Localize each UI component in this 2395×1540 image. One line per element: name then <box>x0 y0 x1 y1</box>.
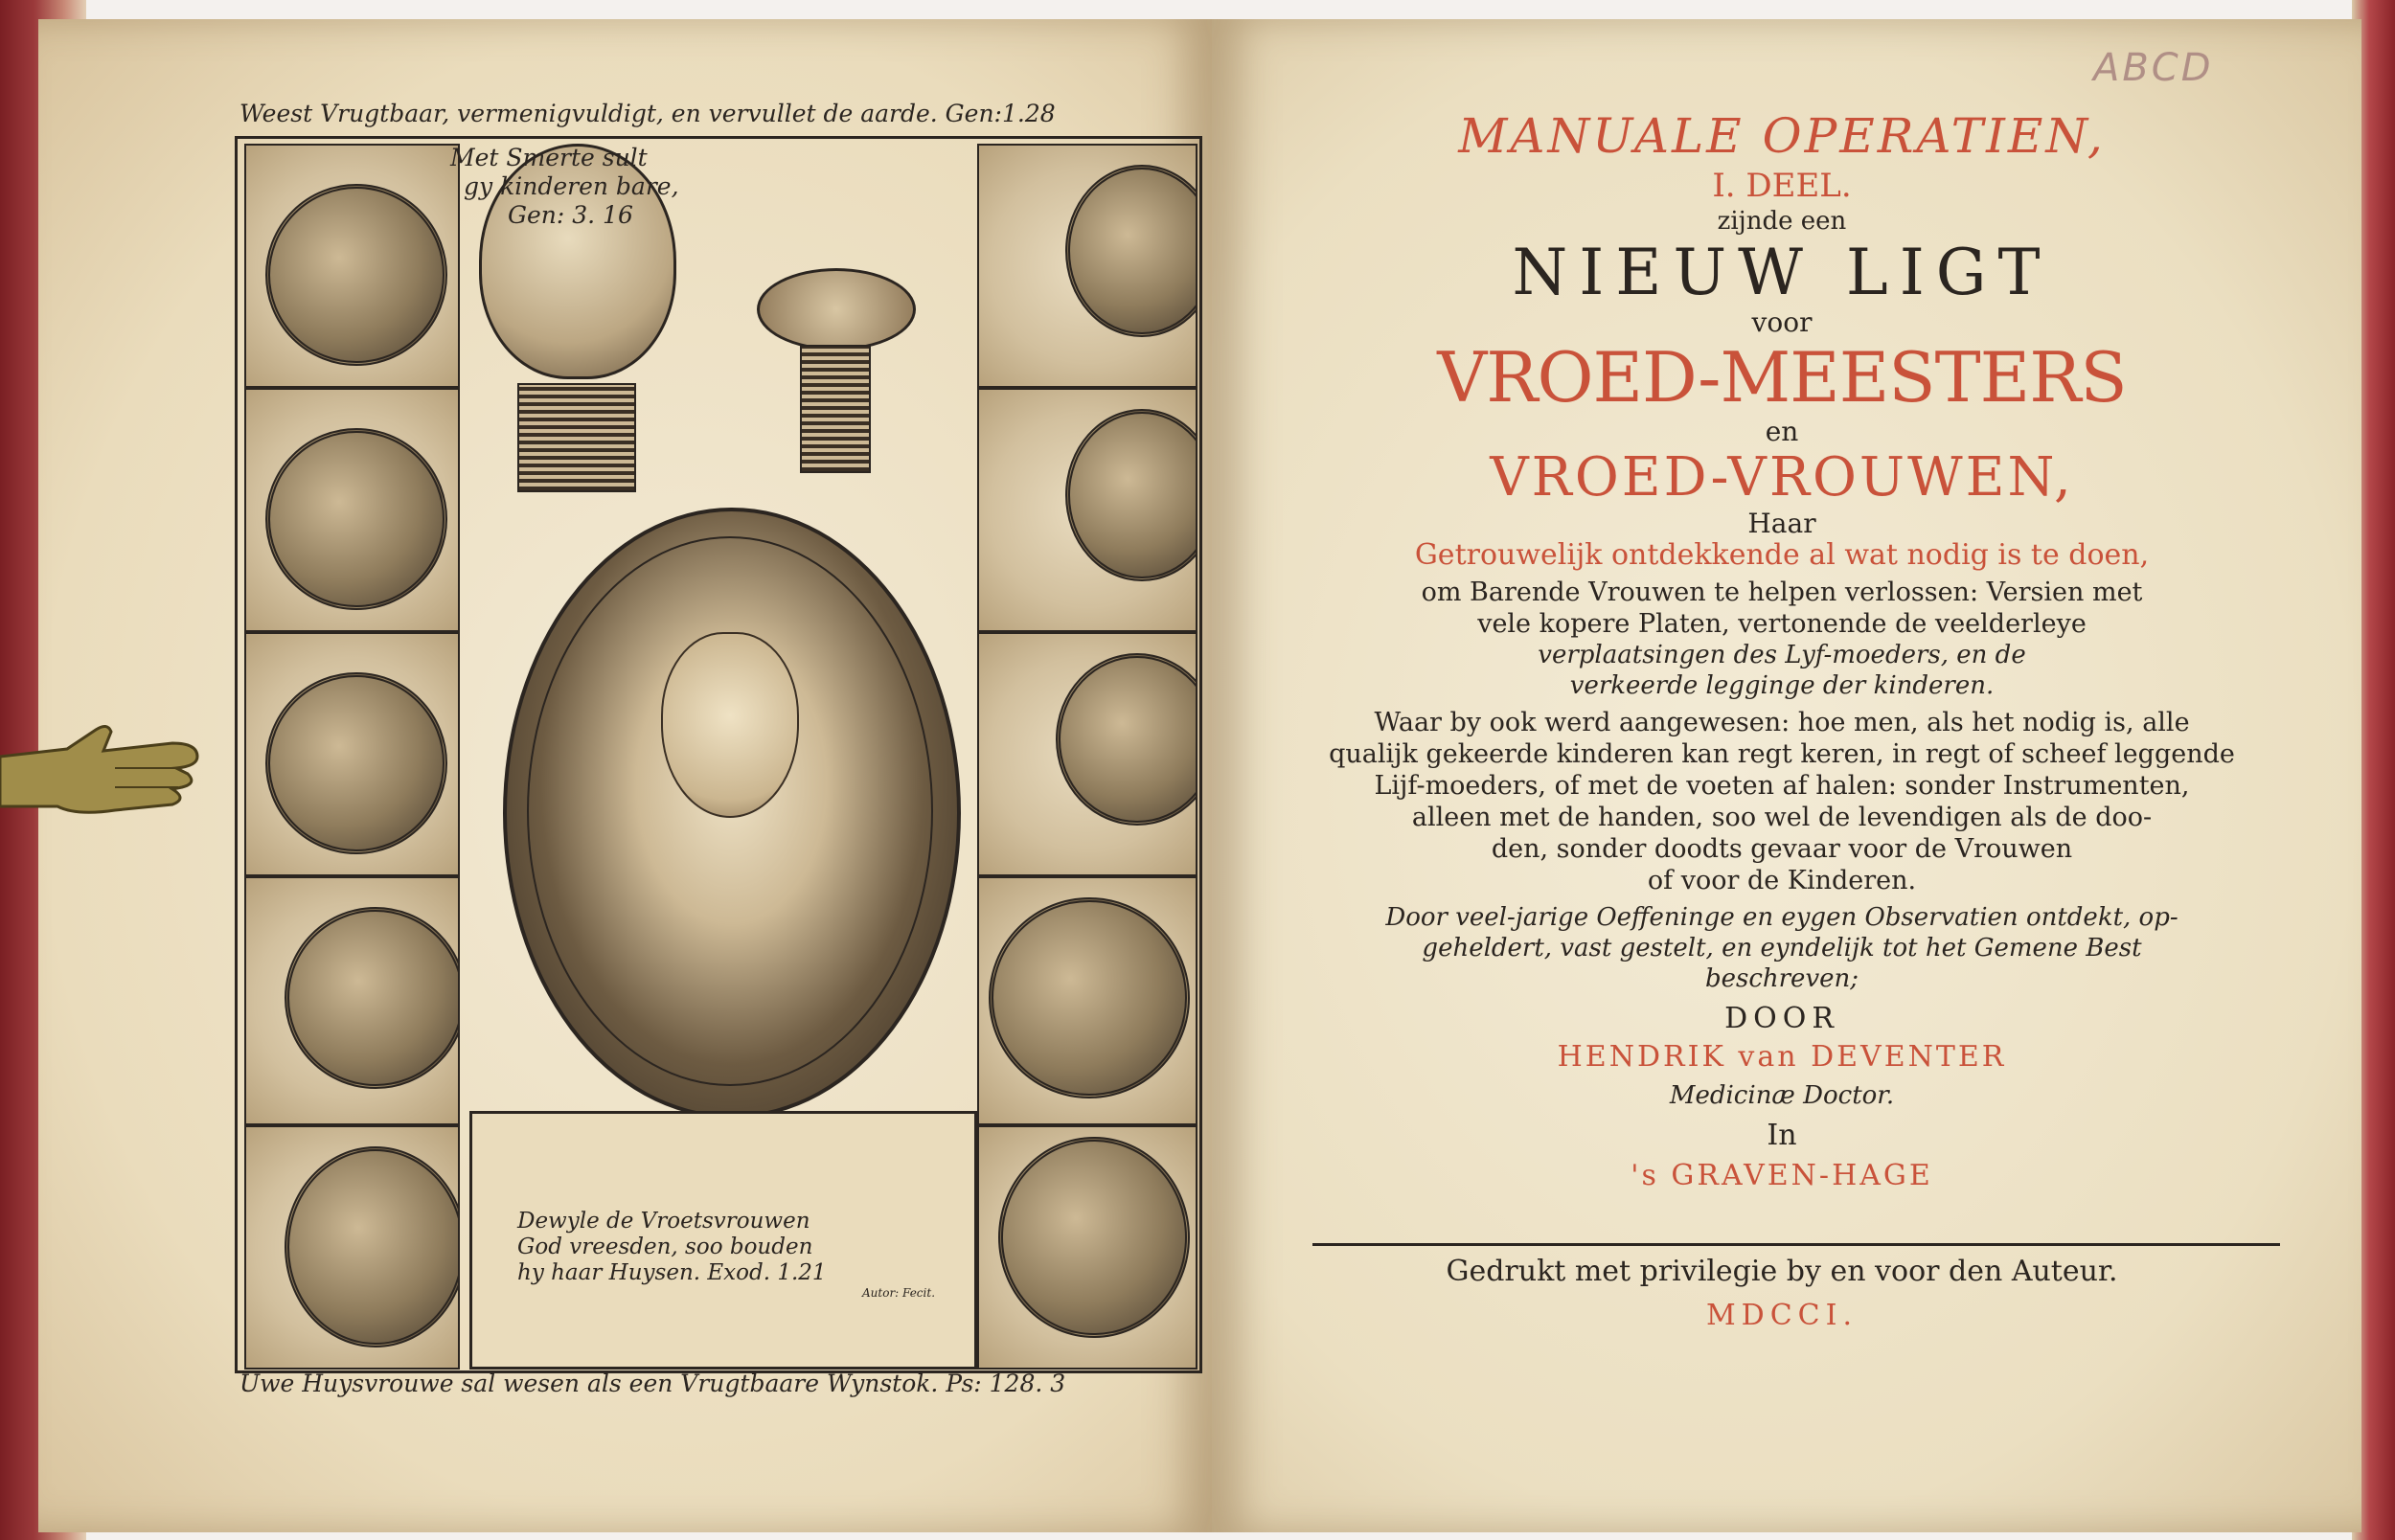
engraving-panel-right-2 <box>977 388 1198 632</box>
title-connective-en: en <box>1765 416 1799 447</box>
imprint-rule <box>1312 1243 2280 1246</box>
engraver-signature: Autor: Fecit. <box>862 1286 936 1300</box>
engraving-panel-left-4 <box>244 876 460 1125</box>
volume-label: I. DEEL. <box>1712 167 1852 205</box>
pencil-annotation: ABCD <box>2093 46 2214 90</box>
frontispiece-motto: Met Smerte sult gy kinderen bare, Gen: 3. 16 <box>450 144 679 229</box>
portrait-face <box>661 632 799 818</box>
description-paragraph-2: Waar by ook werd aangewesen: hoe men, als het nodig is, alle qualijk gekeerde kinderen kan regt keren, in regt of scheef leggende Lijf-moeders, of met de voeten af halen: sonder Instrumenten, alleen met de handen, soo wel de levendigen als de doo- den, sonder doodts gevaar voor de Vrouwen of voor de Kinderen. <box>1329 708 2235 895</box>
fetus-in-womb-illustration <box>285 907 460 1089</box>
fetus-in-womb-illustration <box>1065 409 1198 581</box>
title-connective-voor: voor <box>1751 306 1813 338</box>
title-connective: zijnde een <box>1717 207 1847 236</box>
engraving-panel-right-4 <box>977 876 1198 1125</box>
brass-hand-clasp <box>0 711 201 835</box>
fetus-in-womb-illustration <box>265 184 447 366</box>
publication-year: MDCCI. <box>1705 1299 1859 1332</box>
fetus-in-womb-illustration <box>1065 165 1198 337</box>
title-connective-haar: Haar <box>1747 508 1816 539</box>
fetus-in-womb-illustration <box>989 897 1190 1098</box>
subtitle-nieuw-ligt: NIEUW LIGT <box>1512 236 2052 309</box>
plinth-inscription: Dewyle de Vroetsvrouwen God vreesden, soo bouden hy haar Huysen. Exod. 1.21 <box>517 1209 827 1285</box>
subtitle-vroed-meesters: VROED-MEESTERS <box>1437 337 2127 418</box>
place-connective: In <box>1767 1119 1797 1152</box>
main-title: MANUALE OPERATIEN, <box>1458 108 2106 164</box>
engraving-panel-right-1 <box>977 144 1198 388</box>
engraving-panel-left-1 <box>244 144 460 388</box>
description-paragraph-3: Door veel-jarige Oeffeninge en eygen Observatien ontdekt, op- geheldert, vast gestelt, en eyndelijk tot het Gemene Best beschreven; <box>1385 903 2178 993</box>
fetus-in-womb-illustration <box>265 672 447 854</box>
fetus-in-womb-illustration <box>285 1146 460 1348</box>
engraving-panel-left-5 <box>244 1125 460 1370</box>
anatomical-fetus-drawing <box>757 268 916 351</box>
subtitle-vroed-vrouwen: VROED-VROUWEN, <box>1490 446 2074 509</box>
subtitle-getrouwelijk: Getrouwelijk ontdekkende al wat nodig is te doen, <box>1414 538 2150 572</box>
imprint-line: Gedrukt met privilegie by en voor den Auteur. <box>1446 1255 2118 1288</box>
anatomical-cervix-drawing-2 <box>800 345 871 473</box>
title-block <box>1245 96 2318 1195</box>
engraving-panel-right-5 <box>977 1125 1198 1370</box>
author-degree: Medicinæ Doctor. <box>1669 1081 1895 1110</box>
engraving-panel-right-3 <box>977 632 1198 876</box>
description-paragraph-1: om Barende Vrouwen te helpen verlossen: Versien met vele kopere Platen, vertonende de veelderleye verplaatsingen des Lyf-moeders, en de verkeerde legginge der kinderen. <box>1421 578 2143 700</box>
place-of-publication: 's GRAVEN-HAGE <box>1631 1159 1933 1192</box>
fetus-in-womb-illustration <box>998 1137 1190 1338</box>
author-name: HENDRIK van DEVENTER <box>1557 1040 2007 1074</box>
frontispiece-top-caption: Weest Vrugtbaar, vermenigvuldigt, en vervullet de aarde. Gen:1.28 <box>240 100 1056 127</box>
engraving-panel-left-3 <box>244 632 460 876</box>
by-label: DOOR <box>1724 1002 1839 1035</box>
engraving-panel-left-2 <box>244 388 460 632</box>
frontispiece-bottom-caption: Uwe Huysvrouwe sal wesen als een Vrugtbaare Wynstok. Ps: 128. 3 <box>240 1370 1066 1397</box>
anatomical-cervix-drawing <box>517 383 636 492</box>
fetus-in-womb-illustration <box>1056 653 1198 826</box>
fetus-in-womb-illustration <box>265 428 447 610</box>
